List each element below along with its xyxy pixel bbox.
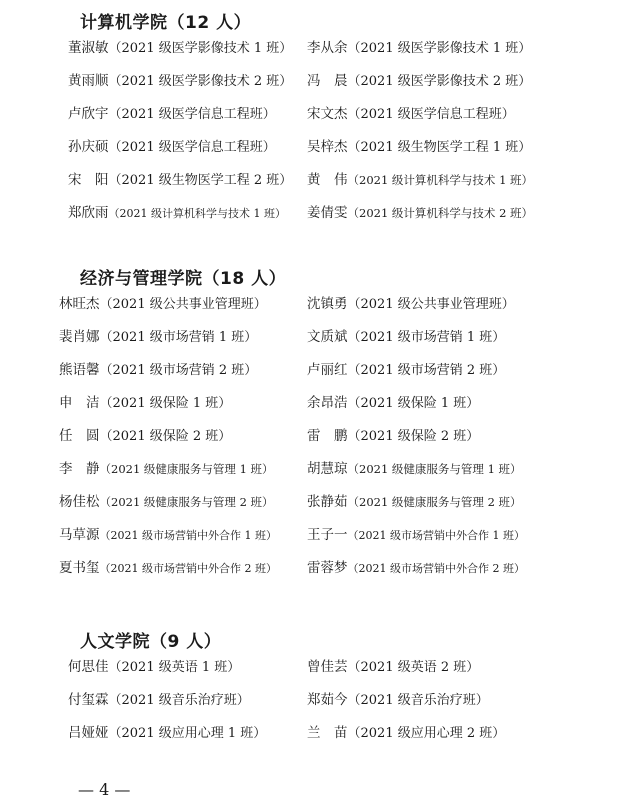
- student-entry: [307, 138, 531, 157]
- student-name: 夏书玺: [59, 560, 100, 576]
- student-class: （2021 级医学影像技术 2 班）: [108, 74, 293, 89]
- student-entry: [307, 39, 531, 58]
- student-name: 卢丽红: [307, 362, 348, 378]
- student-entry: [307, 559, 525, 578]
- student-class: （2021 级计算机科学与技术 1 班）: [108, 207, 286, 220]
- student-entry: [68, 724, 266, 743]
- student-class: （2021 级市场营销中外合作 1 班）: [99, 529, 277, 542]
- student-class: （2021 级保险 2 班）: [347, 429, 480, 444]
- list-row: [0, 138, 640, 171]
- student-list: [0, 295, 640, 592]
- student-entry: [307, 204, 533, 222]
- student-class: （2021 级健康服务与管理 2 班）: [347, 495, 522, 509]
- student-name: 熊语馨: [59, 362, 100, 378]
- student-class: （2021 级保险 1 班）: [99, 396, 232, 411]
- student-entry: [59, 559, 277, 578]
- student-class: （2021 级健康服务与管理 1 班）: [347, 462, 522, 476]
- student-name: 孙庆硕: [68, 139, 109, 155]
- list-row: [0, 427, 640, 460]
- page-number: — 4 —: [78, 780, 131, 799]
- student-class: （2021 级医学信息工程班）: [108, 107, 276, 122]
- student-class: （2021 级市场营销 1 班）: [347, 330, 506, 345]
- student-entry: [68, 204, 286, 223]
- list-row: [0, 394, 640, 427]
- student-name: 李 静: [59, 461, 100, 477]
- student-class: （2021 级音乐治疗班）: [347, 693, 489, 708]
- student-entry: [307, 691, 489, 710]
- student-entry: [59, 493, 274, 511]
- student-class: （2021 级保险 2 班）: [99, 429, 232, 444]
- student-name: 雷蓉梦: [307, 560, 348, 576]
- student-class: （2021 级健康服务与管理 2 班）: [99, 495, 274, 509]
- list-row: [0, 559, 640, 592]
- student-name: 姜倩雯: [307, 205, 348, 221]
- student-class: （2021 级生物医学工程 2 班）: [108, 173, 293, 188]
- student-name: 文质斌: [307, 329, 348, 345]
- student-entry: [307, 105, 515, 124]
- student-entry: [59, 328, 257, 347]
- student-name: 王子一: [307, 527, 348, 543]
- student-name: 郑茹今: [307, 692, 348, 708]
- student-name: 林旺杰: [59, 296, 100, 312]
- student-name: 兰 苗: [307, 725, 348, 741]
- student-name: 黄雨顺: [68, 73, 109, 89]
- student-name: 余昂浩: [307, 395, 348, 411]
- student-name: 任 圆: [59, 428, 100, 444]
- student-entry: [307, 493, 522, 511]
- list-row: [0, 328, 640, 361]
- student-entry: [68, 691, 250, 710]
- list-row: [0, 658, 640, 691]
- student-entry: [307, 427, 479, 446]
- student-entry: [68, 72, 292, 91]
- student-class: （2021 级应用心理 1 班）: [108, 726, 267, 741]
- student-name: 李从余: [307, 40, 348, 56]
- student-name: 宋 阳: [68, 172, 109, 188]
- student-class: （2021 级市场营销 1 班）: [99, 330, 258, 345]
- student-class: （2021 级医学影像技术 1 班）: [108, 41, 293, 56]
- student-entry: [59, 361, 257, 380]
- student-name: 黄 伟: [307, 172, 348, 188]
- student-class: （2021 级计算机科学与技术 2 班）: [347, 206, 534, 220]
- student-entry: [307, 171, 533, 189]
- student-class: （2021 级公共事业管理班）: [347, 297, 515, 312]
- section-title: 人文学院（9 人）: [80, 632, 222, 652]
- list-row: [0, 460, 640, 493]
- student-name: 郑欣雨: [68, 205, 109, 221]
- list-row: [0, 204, 640, 237]
- list-row: [0, 105, 640, 138]
- student-class: （2021 级医学信息工程班）: [347, 107, 515, 122]
- list-row: [0, 295, 640, 328]
- list-row: [0, 72, 640, 105]
- student-name: 吕娅娅: [68, 725, 109, 741]
- student-entry: [307, 460, 522, 478]
- list-row: [0, 361, 640, 394]
- student-name: 张静茹: [307, 494, 348, 510]
- student-class: （2021 级医学信息工程班）: [108, 140, 276, 155]
- student-class: （2021 级英语 2 班）: [347, 660, 480, 675]
- student-name: 冯 晨: [307, 73, 348, 89]
- student-name: 申 洁: [59, 395, 100, 411]
- student-class: （2021 级应用心理 2 班）: [347, 726, 506, 741]
- list-row: [0, 691, 640, 724]
- list-row: [0, 171, 640, 204]
- student-class: （2021 级生物医学工程 1 班）: [347, 140, 532, 155]
- student-entry: [68, 138, 276, 157]
- student-class: （2021 级医学影像技术 1 班）: [347, 41, 532, 56]
- section-title: 计算机学院（12 人）: [80, 13, 252, 33]
- student-name: 卢欣宇: [68, 106, 109, 122]
- student-entry: [59, 394, 231, 413]
- student-name: 雷 鹏: [307, 428, 348, 444]
- student-class: （2021 级公共事业管理班）: [99, 297, 267, 312]
- student-name: 付玺霖: [68, 692, 109, 708]
- student-class: （2021 级保险 1 班）: [347, 396, 480, 411]
- section-title: 经济与管理学院（18 人）: [80, 269, 287, 289]
- student-class: （2021 级健康服务与管理 1 班）: [99, 462, 274, 476]
- list-row: [0, 493, 640, 526]
- student-class: （2021 级计算机科学与技术 1 班）: [347, 173, 534, 187]
- student-entry: [307, 526, 525, 545]
- student-name: 吴梓杰: [307, 139, 348, 155]
- student-class: （2021 级市场营销中外合作 1 班）: [347, 529, 525, 542]
- list-row: [0, 526, 640, 559]
- student-name: 沈镇勇: [307, 296, 348, 312]
- student-entry: [307, 724, 505, 743]
- student-entry: [307, 72, 531, 91]
- student-name: 杨佳松: [59, 494, 100, 510]
- student-class: （2021 级市场营销 2 班）: [347, 363, 506, 378]
- list-row: [0, 724, 640, 757]
- student-entry: [59, 427, 231, 446]
- student-entry: [307, 361, 505, 380]
- student-class: （2021 级市场营销中外合作 2 班）: [99, 562, 277, 575]
- student-name: 何思佳: [68, 659, 109, 675]
- student-entry: [59, 460, 274, 478]
- student-class: （2021 级音乐治疗班）: [108, 693, 250, 708]
- student-class: （2021 级英语 1 班）: [108, 660, 241, 675]
- student-class: （2021 级市场营销中外合作 2 班）: [347, 562, 525, 575]
- student-list: [0, 39, 640, 237]
- student-entry: [68, 105, 276, 124]
- student-name: 曾佳芸: [307, 659, 348, 675]
- student-entry: [68, 658, 240, 677]
- student-name: 胡慧琼: [307, 461, 348, 477]
- student-entry: [307, 295, 515, 314]
- student-name: 董淑敏: [68, 40, 109, 56]
- student-name: 马草源: [59, 527, 100, 543]
- student-entry: [307, 328, 505, 347]
- student-entry: [68, 171, 292, 190]
- student-name: 宋文杰: [307, 106, 348, 122]
- student-entry: [68, 39, 292, 58]
- student-entry: [59, 295, 267, 314]
- student-entry: [307, 394, 479, 413]
- student-class: （2021 级医学影像技术 2 班）: [347, 74, 532, 89]
- student-entry: [59, 526, 277, 545]
- student-list: [0, 658, 640, 757]
- student-name: 裴肖娜: [59, 329, 100, 345]
- student-class: （2021 级市场营销 2 班）: [99, 363, 258, 378]
- list-row: [0, 39, 640, 72]
- student-entry: [307, 658, 479, 677]
